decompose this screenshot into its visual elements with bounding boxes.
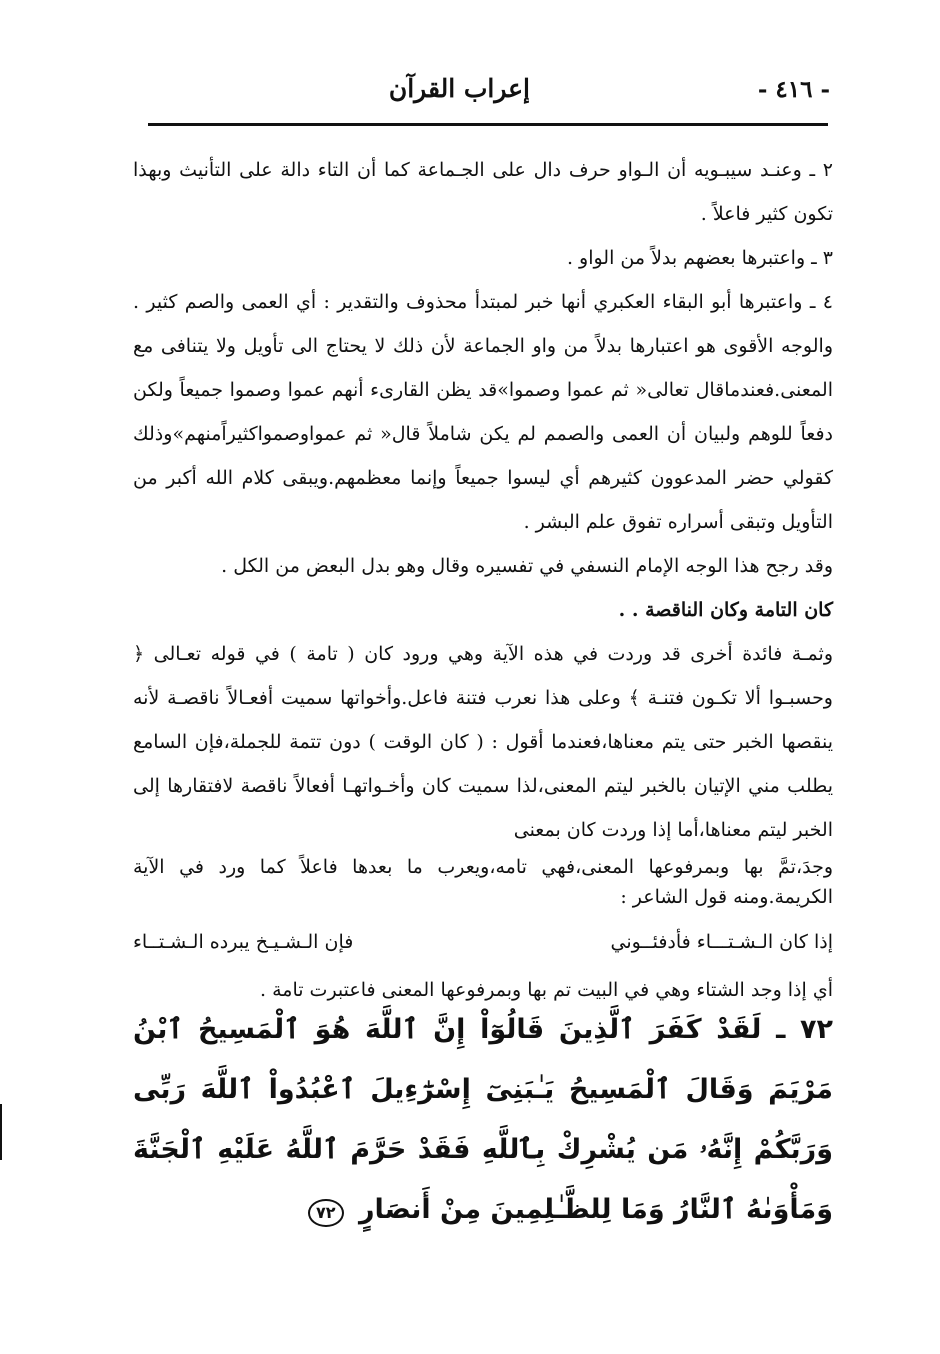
verse-second-hemistich: فإن الـشـيـخ يبرده الـشـتــاء bbox=[133, 931, 354, 953]
verse-first-hemistich: إذا كان الـشـتـــاء فأدفئــوني bbox=[610, 931, 833, 953]
page-edge-mark bbox=[0, 1104, 2, 1160]
body-text bbox=[133, 148, 833, 1012]
paragraph-item-2: ٢ ـ وعنـد سيبـويه أن الـواو حرف دال على الجـماعة كما أن التاء دالة على التأنيث وبهذا تكون كثير فاعلاً . bbox=[133, 159, 833, 225]
running-title: إعراب القرآن bbox=[388, 74, 530, 103]
paragraph-item-4: ٤ ـ واعتبرها أبو البقاء العكبري أنها خبر لمبتدأ محذوف والتقدير : أي العمى والصم كثير . والوجه الأقوى هو اعتبارها بدلاً من واو الجماعة لأن ذلك لا يحتاج الى تأويل ولا يتنافى مع المعنى.فعندماقال تعالى« ثم عموا وصموا»قد يظن القارىء أنهم عموا وصموا جميعاً ولكن دفعاً للوهم ولبيان أن العمى والصمم لم يكن شاملاً قال« ثم عمواوصمواكثيراًمنهم»وذلك كقولي حضر المدعوون كثيرهم أي ليسوا جميعاً وإنما معظمهم.ويبقى كلام الله أكبر من التأويل وتبقى أسراره تفوق علم البشر . bbox=[133, 291, 833, 533]
header-rule bbox=[148, 123, 828, 126]
section-heading: كان التامة وكان الناقصة . . bbox=[618, 599, 833, 621]
paragraph-item-3: ٣ ـ واعتبرها بعضهم بدلاً من الواو . bbox=[566, 247, 833, 269]
page-header bbox=[140, 72, 830, 112]
page-number: - ٤١٦ - bbox=[757, 76, 830, 103]
poetry-verse bbox=[133, 920, 833, 964]
quran-verse-text: ٧٢ ـ لَقَدْ كَفَرَ ٱلَّذِينَ قَالُوٓاْ إِنَّ ٱللَّهَ هُوَ ٱلْمَسِيحُ ٱبْنُ مَرْيَمَ وَقَالَ ٱلْمَسِيحُ يَـٰبَنِىٓ إِسْرَٰٓءِيلَ ٱعْبُدُواْ ٱللَّهَ رَبِّى وَرَبَّكُمْ إِنَّهُۥ مَن يُشْرِكْ بِٱللَّهِ فَقَدْ حَرَّمَ ٱللَّهُ عَلَيْهِ ٱلْجَنَّةَ وَمَأْوَىٰهُ ٱلنَّارُ وَمَا لِلظَّـٰلِمِينَ مِنْ أَنصَارٍ bbox=[133, 1014, 833, 1225]
quran-verse-block bbox=[133, 1000, 833, 1240]
paragraph-tight: وجدَ،تمَّ بها وبمرفوعها المعنى،فهي تامه،ويعرب ما بعدها فاعلاً كما ورد في الآية الكريمة.ومنه قول الشاعر : bbox=[133, 856, 833, 908]
paragraph-nasafi: وقد رجح هذا الوجه الإمام النسفي في تفسيره وقال وهو بدل البعض من الكل . bbox=[221, 555, 833, 577]
paragraph-main: وثمـة فائدة أخرى قد وردت في هذه الآية وهي ورود كان ( تامة ) في قوله تعـالى ﴿ وحسبـوا ألا تكـون فتنـة ﴾ وعلى هذا نعرب فتنة فاعل.وأخواتها سميت أفعـالاً ناقصـة لأنه ينقصها الخبر حتى يتم معناها،فعندما أقول : ( كان الوقت ) دون تتمة للجملة،فإن السامع يطلب مني الإتيان بالخبر ليتم المعنى،لذا سميت كان وأخـواتهـا أفعالاً ناقصة لافتقارها إلى الخبر ليتم معناها،أما إذا وردت كان بمعنى bbox=[133, 643, 833, 841]
paragraph-closing: أي إذا وجد الشتاء وهي في البيت تم بها وبمرفوعها المعنى فاعتبرت تامة . bbox=[260, 979, 833, 1001]
ayah-number-marker: ٧٢ bbox=[308, 1199, 344, 1227]
